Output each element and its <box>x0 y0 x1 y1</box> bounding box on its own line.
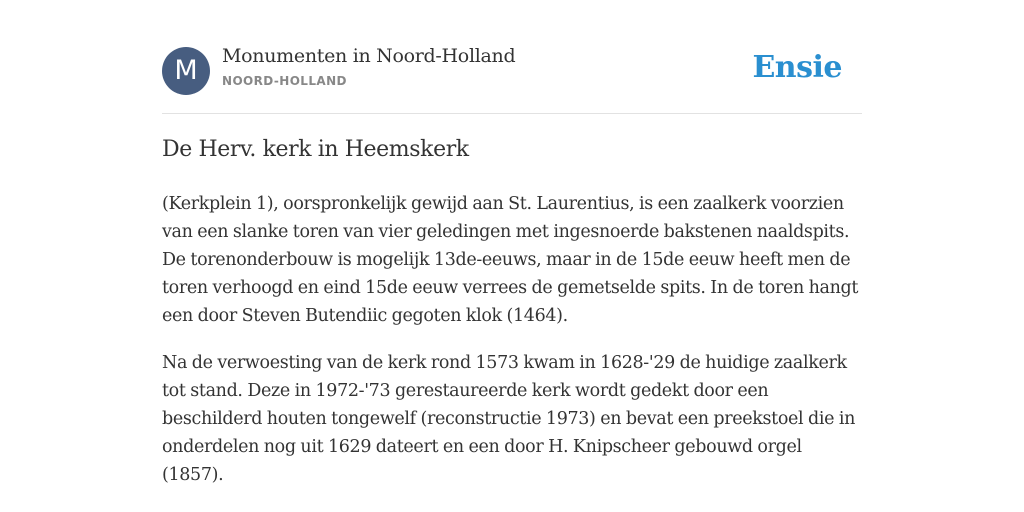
avatar[interactable]: M <box>162 47 210 95</box>
site-name-link[interactable]: Monumenten in Noord-Holland <box>222 45 516 67</box>
article-title: De Herv. kerk in Heemskerk <box>162 137 469 162</box>
article-paragraph-1: (Kerkplein 1), oorspronkelijk gewijd aan St. Laurentius, is een zaalkerk voorzien van een slanke toren van vier geledingen met ingesnoerde bakstenen naaldspits. De torenonderbouw is mogelijk 13de-eeuws, maar in de 15de eeuw heeft men de toren verhoogd en eind 15de eeuw verrees de gemetselde spits. In de toren hangt een door Steven Butendiic gegoten klok (1464). <box>162 194 859 326</box>
page-container <box>162 0 862 485</box>
header <box>162 0 862 114</box>
article-paragraph-2: Na de verwoesting van de kerk rond 1573 kwam in 1628-'29 de huidige zaalkerk tot stand. Deze in 1972-'73 gerestaureerde kerk wordt gedekt door een beschilderd houten tongewelf (reconstructie 1973) en bevat een preekstoel die in onderdelen nog uit 1629 dateert en een door H. Knipscheer gebouwd orgel (1857). <box>162 353 855 485</box>
brand-logo[interactable]: Ensie <box>752 50 842 85</box>
site-region-label: NOORD-HOLLAND <box>222 74 347 88</box>
